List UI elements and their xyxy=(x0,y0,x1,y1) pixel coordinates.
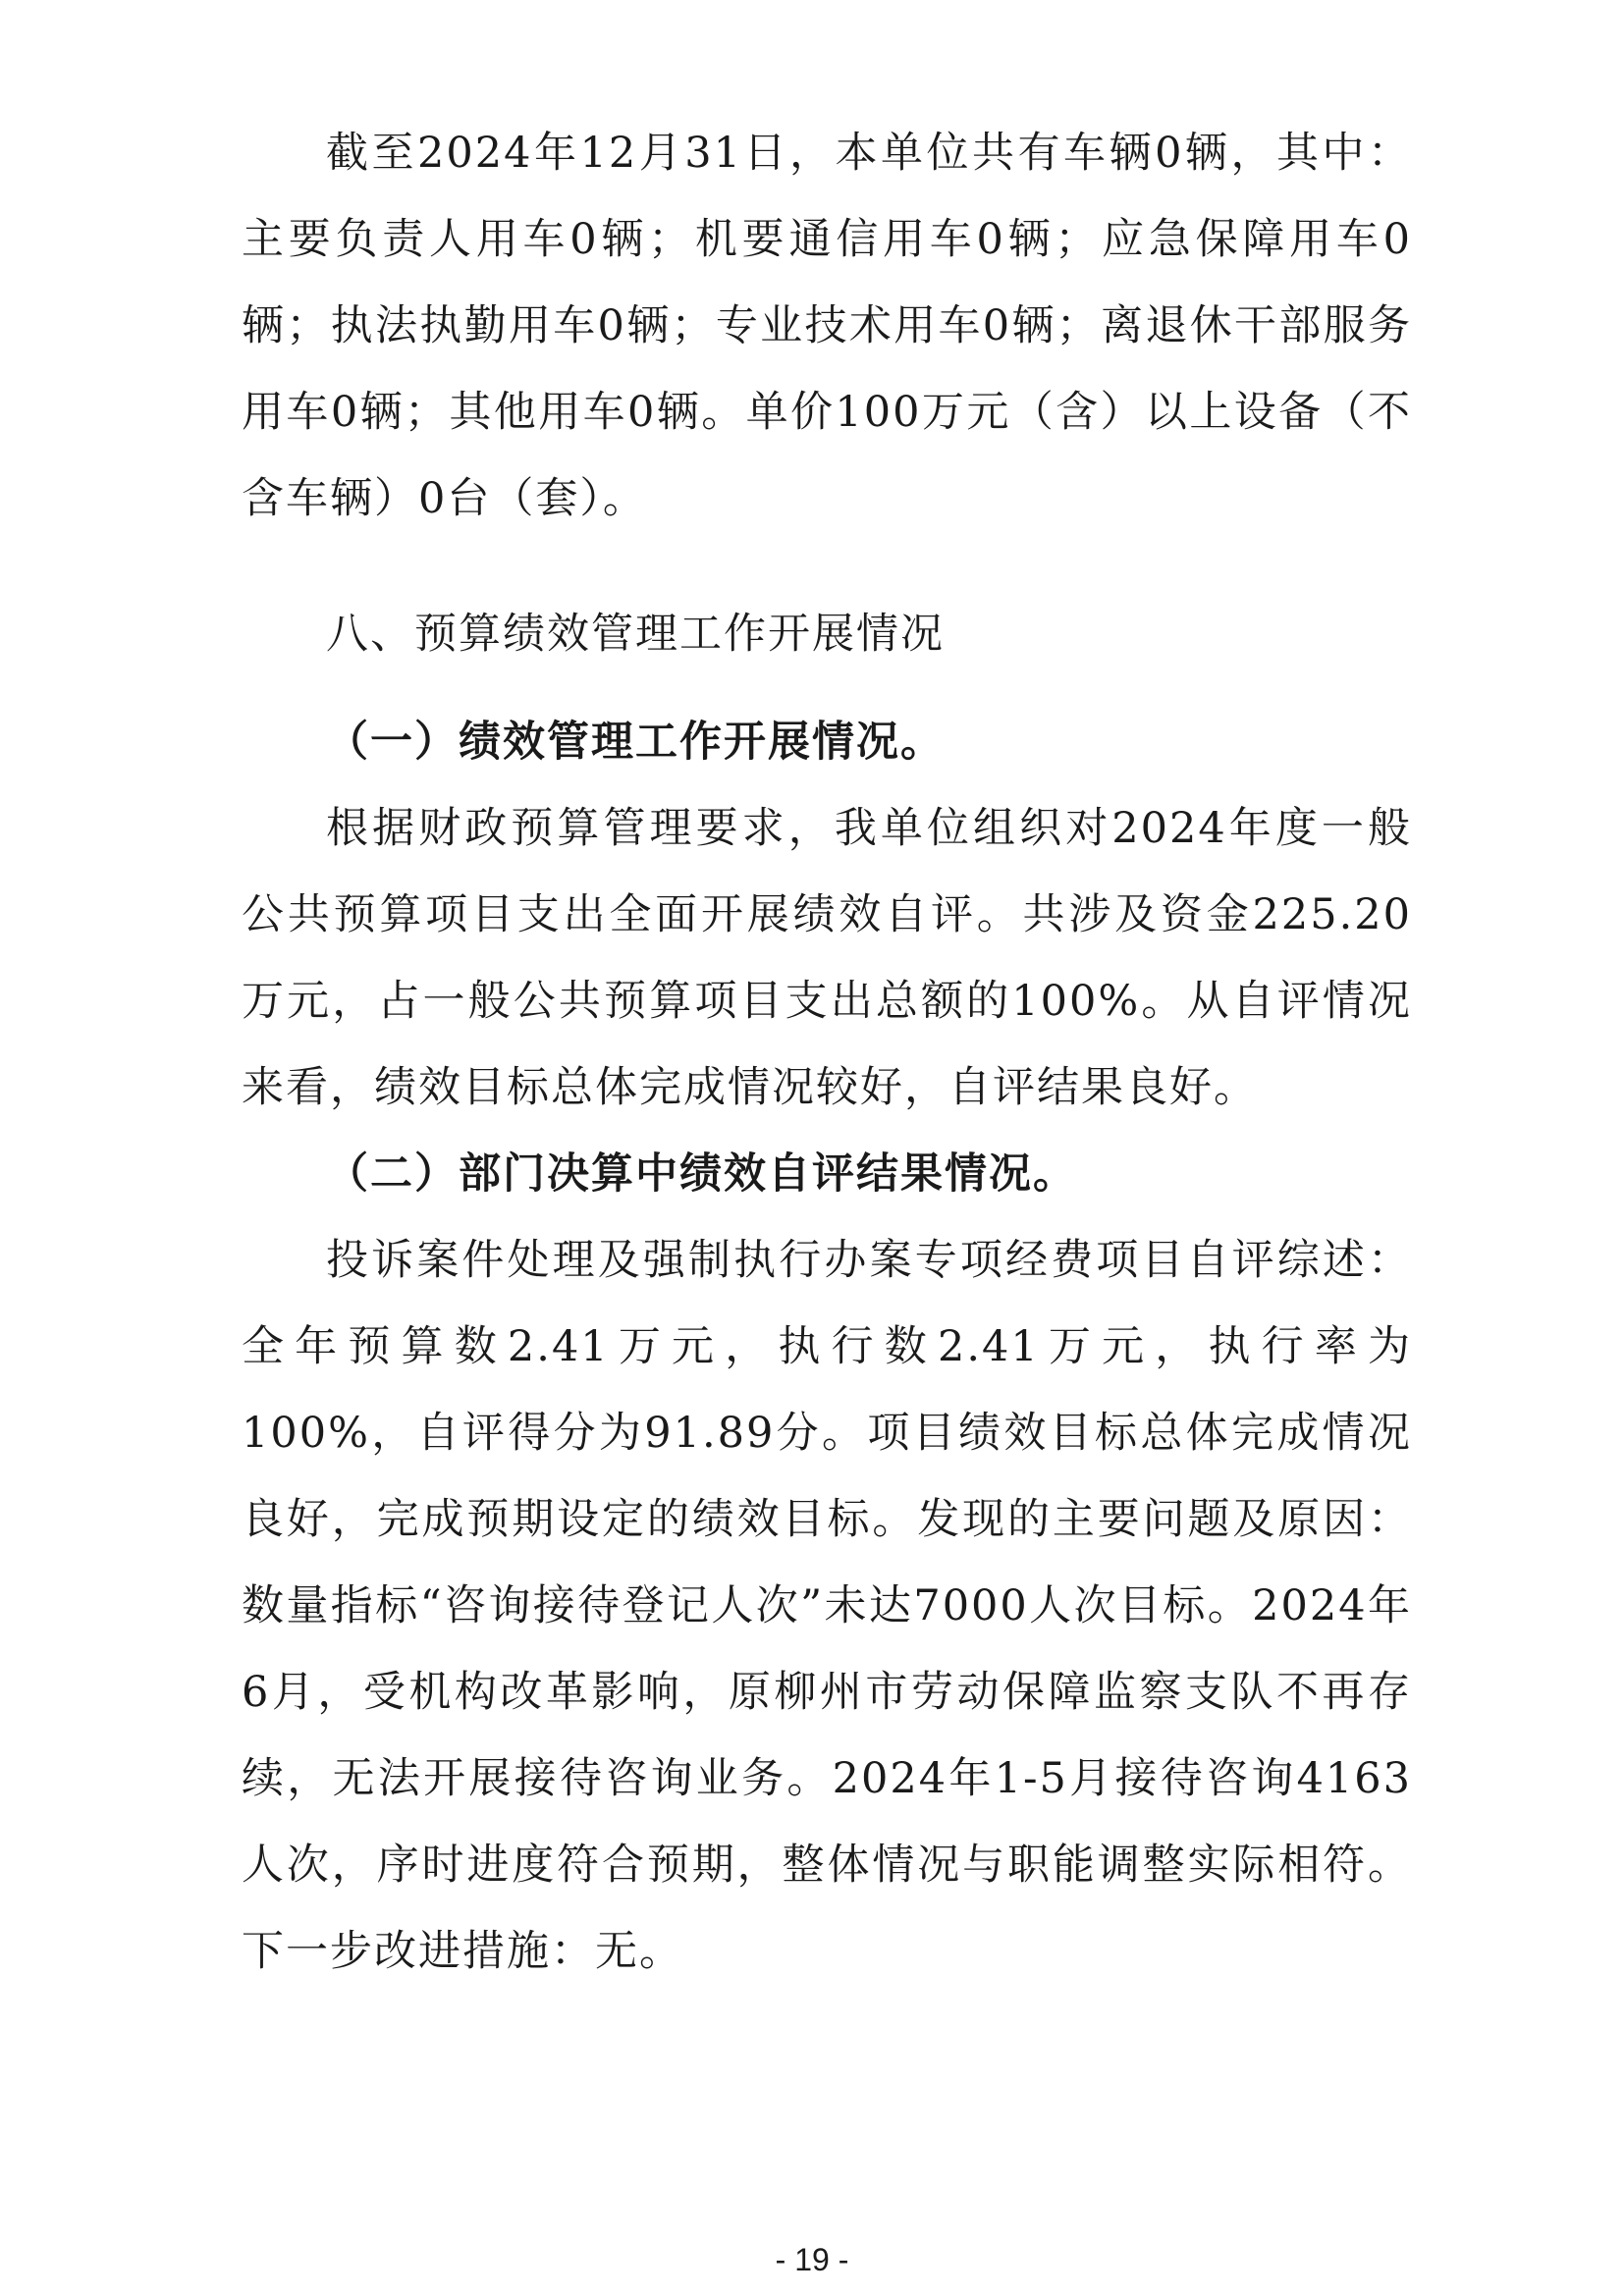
self-evaluation-paragraph: 投诉案件处理及强制执行办案专项经费项目自评综述：全年预算数2.41万元，执行数2.41万元，执行率为100%，自评得分为91.89分。项目绩效目标总体完成情况良好，完成预期设定的绩效目标。发现的主要问题及原因：数量指标“咨询接待登记人次”未达7000人次目标。2024年6月，受机构改革影响，原柳州市劳动保障监察支队不再存续，无法开展接待咨询业务。2024年1-5月接待咨询4163人次，序时进度符合预期，整体情况与职能调整实际相符。下一步改进措施：无。 xyxy=(242,1236,1412,1976)
page-content xyxy=(242,110,1412,1995)
subsection-2-heading: （二）部门决算中绩效自评结果情况。 xyxy=(326,1149,1077,1199)
subsection-1-heading: （一）绩效管理工作开展情况。 xyxy=(326,718,945,767)
vehicles-paragraph: 截至2024年12月31日，本单位共有车辆0辆，其中：主要负责人用车0辆；机要通信用车0辆；应急保障用车0辆；执法执勤用车0辆；专业技术用车0辆；离退休干部服务用车0辆；其他用车0辆。单价100万元（含）以上设备（不含车辆）0台（套）。 xyxy=(242,129,1412,523)
section-8-heading: 八、预算绩效管理工作开展情况 xyxy=(326,610,945,659)
performance-management-paragraph: 根据财政预算管理要求，我单位组织对2024年度一般公共预算项目支出全面开展绩效自评。共涉及资金225.20万元，占一般公共预算项目支出总额的100%。从自评情况来看，绩效目标总体完成情况较好，自评结果良好。 xyxy=(242,804,1412,1112)
page-number: - 19 - xyxy=(775,2242,849,2277)
